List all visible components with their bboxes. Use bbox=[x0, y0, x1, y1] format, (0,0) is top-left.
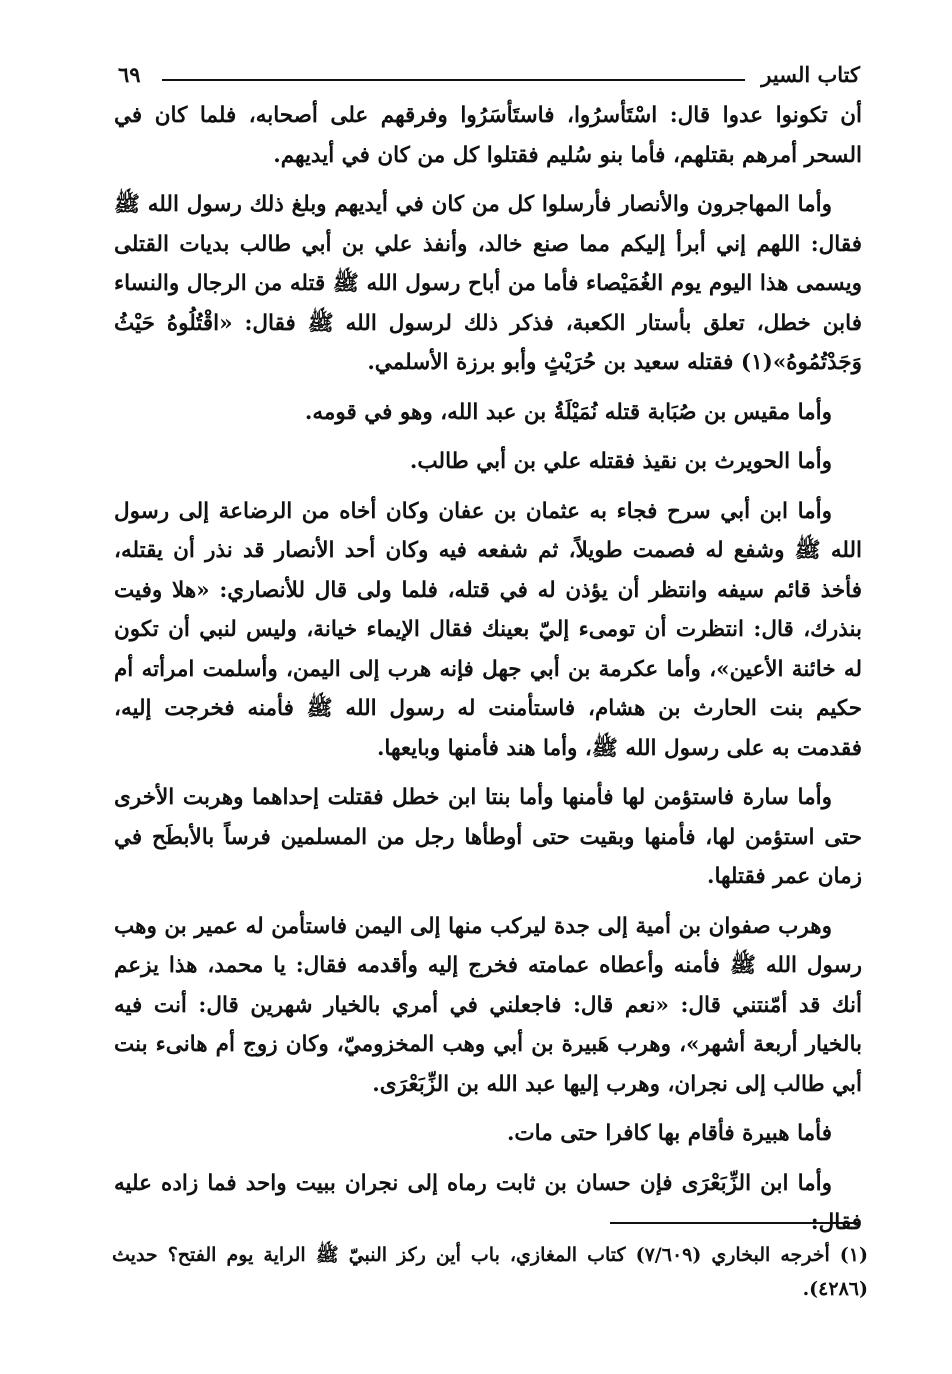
paragraph: وهرب صفوان بن أمية إلى جدة ليركب منها إلى اليمن فاستأمن له عمير بن وهب رسول الله ﷺ فأمنه وأعطاه عمامته فخرج إليه وأقدمه فقال: يا محمد، هذا يزعم أنك قد أمّنتني قال: «نعم قال: فاجعلني في أمري بالخيار شهرين قال: أنت فيه بالخيار أربعة أشهر»، وهرب هَبيرة بن أبي وهب المخزوميّ، وكان زوج أم هانىء بنت أبي طالب إلى نجران، وهرب إليها عبد الله بن الزِّبَعْرَى. bbox=[114, 913, 862, 1097]
footnote-text: (١) أخرجه البخاري (٧/٦٠٩) كتاب المغازي، باب أين ركز النبيّ ﷺ الراية يوم الفتح؟ حديث (٤٢٨٦). bbox=[112, 1244, 868, 1300]
paragraph: وأما سارة فاستؤمن لها فأمنها وأما بنتا ابن خطل فقتلت إحداهما وهربت الأخرى حتى استؤمن لها، فأمنها وبقيت حتى أوطأها رجل من المسلمين فرساً بالأبطَح في زمان عمر فقتلها. bbox=[114, 785, 862, 889]
running-header bbox=[118, 62, 860, 92]
paragraph: وأما مقيس بن صُبَابة قتله نُمَيْلَةُ بن عبد الله، وهو في قومه. bbox=[304, 399, 832, 425]
paragraph: وأما ابن الزِّبَعْرَى فإن حسان بن ثابت رماه إلى نجران ببيت واحد فما زاده عليه فقال: bbox=[114, 1170, 862, 1235]
paragraph: وأما الحويرث بن نقيذ فقتله علي بن أبي طالب. bbox=[409, 449, 832, 474]
paragraph: وأما ابن أبي سرح فجاء به عثمان بن عفان وكان أخاه من الرضاعة إلى رسول الله ﷺ وشفع له فصمت طويلاً، ثم شفعه فيه وكان أحد الأنصار قد نذر أن يقتله، فأخذ قائم سيفه وانتظر أن يؤذن له في قتله، فلما ولى قال للأنصاري: «هلا وفيت بنذرك، قال: انتظرت أن تومىء إليّ بعينك فقال الإيماء خيانة، وليس لنبي أن تكون له خائنة الأعين»، وأما عكرمة بن أبي جهل فإنه هرب إلى اليمن، وأسلمت امرأته أم حكيم بنت الحارث بن هشام، فاستأمنت له رسول الله ﷺ فأمنه فخرجت إليه، فقدمت به على رسول الله ﷺ، وأما هند فأمنها وبايعها. bbox=[114, 498, 862, 761]
page-number: ٦٩ bbox=[118, 62, 141, 87]
chapter-title: كتاب السير bbox=[761, 62, 860, 87]
paragraph: أن تكونوا عدوا قال: اسْتَأسرُوا، فاستَأسَرُوا وفرقهم على أصحابه، فلما كان في السحر أمرهم بقتلهم، فأما بنو سُليم فقتلوا كل من كان في أيديهم. bbox=[114, 103, 862, 168]
footnote bbox=[112, 1238, 868, 1306]
header-rule bbox=[162, 79, 745, 81]
paragraph: فأما هبيرة فأقام بها كافرا حتى مات. bbox=[506, 1121, 832, 1146]
main-text bbox=[114, 96, 862, 1253]
paragraph: وأما المهاجرون والأنصار فأرسلوا كل من كان في أيديهم وبلغ ذلك رسول الله ﷺ فقال: اللهم إني أبرأ إليكم مما صنع خالد، وأنفذ علي بن أبي طالب بديات القتلى ويسمى هذا اليوم يوم الغُمَيْصاء فأما من أباح رسول الله ﷺ قتله من الرجال والنساء فابن خطل، تعلق بأستار الكعبة، فذكر ذلك لرسول الله ﷺ فقال: «اقْتُلُوهُ حَيْثُ وَجَدْتُمُوهُ»(١) فقتله سعيد بن حُرَيْثٍ وأبو برزة الأسلمي. bbox=[114, 192, 862, 375]
footnote-separator bbox=[610, 1222, 860, 1224]
